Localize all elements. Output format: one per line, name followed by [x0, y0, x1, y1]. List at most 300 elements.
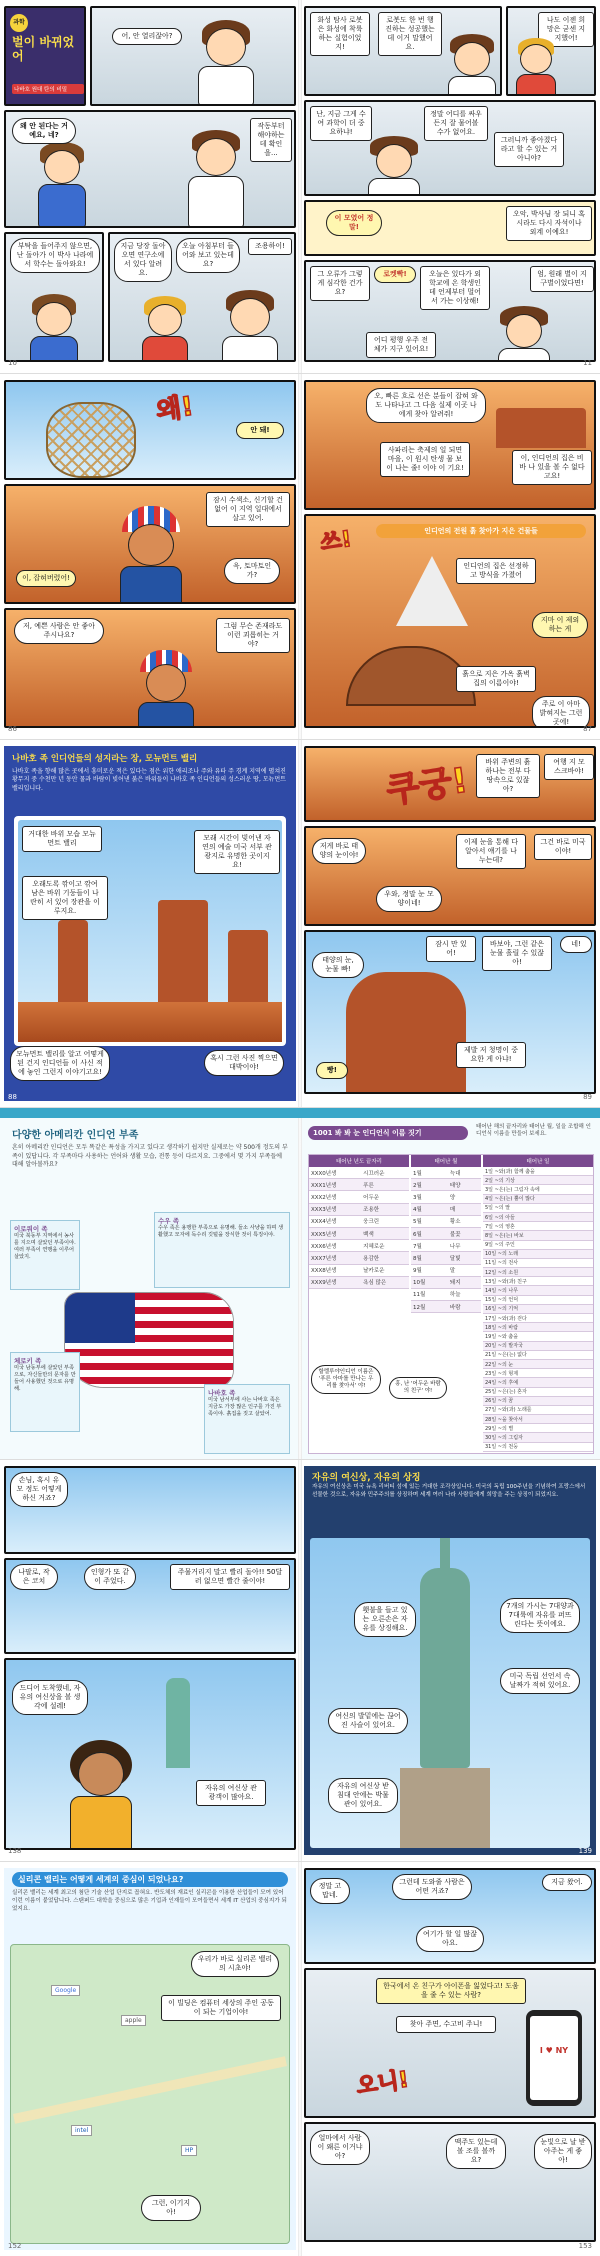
table-cell: XXX6년생 [309, 1240, 361, 1252]
panel-captured [4, 484, 296, 604]
speech-bubble: 주물거리지 말고 빨리 돌아!! 50달러 없으면 빨간 줄이야! [170, 1564, 290, 1590]
panel-street [304, 1868, 596, 1964]
table-row [309, 1264, 409, 1276]
book-gutter [298, 0, 302, 373]
table-cell: XXX1년생 [309, 1179, 361, 1191]
info-title: 나바호 족 인디언들의 성지라는 장, 모뉴먼트 밸리 [12, 754, 198, 764]
table-row [483, 1442, 593, 1451]
table-cell: 26일 ~의 꿈 [483, 1396, 593, 1405]
panel-net-trap [4, 380, 296, 480]
info-title: 자유의 여신상, 자유의 상징 [312, 1473, 421, 1483]
table-cell: 조용한 [361, 1203, 409, 1215]
panel-ferry [4, 1466, 296, 1554]
tribe-name: 체로키 족 [14, 1357, 42, 1365]
table-row [483, 1369, 593, 1378]
speech-bubble: 부탁을 들어주지 않으면, 난 돌아가 이 박사 나라에서 학수는 돌아와요! [10, 238, 100, 273]
eye-rock-arch [346, 972, 466, 1094]
table-row [411, 1203, 481, 1215]
speech-bubble: 우리가 바로 실리콘 밸리의 시초야! [191, 1951, 279, 1977]
panel-phone [304, 1968, 596, 2118]
table-cell: 욕심 많은 [361, 1276, 409, 1288]
speech-bubble: 찾아 주면, 수고비 주니! [396, 2016, 496, 2033]
table-cell: 24일 ~의 후예 [483, 1378, 593, 1387]
table-cell: 6일 ~의 아들 [483, 1212, 593, 1221]
page-10 [4, 6, 296, 367]
tipi [396, 556, 468, 626]
panel-8 [304, 200, 596, 256]
table-cell: 돼지 [448, 1276, 481, 1288]
speech-bubble: 주로 이 아마 밝혀지는 그런 곳에! [532, 696, 590, 728]
speech-bubble: 흙으로 지은 가옥 흙벽집의 이름이야! [456, 666, 536, 692]
table-cell: XXX5년생 [309, 1227, 361, 1239]
table-cell: 매 [448, 1203, 481, 1215]
info-page-tribes [4, 1122, 296, 1453]
speech-bubble: 작동부터 해야하는데 확인을... [250, 118, 292, 162]
speech-bubble: 우와, 정말 눈 모양이네! [376, 886, 442, 912]
photo-caption: 거대한 바위 모습 모뉴먼트 밸리 [22, 826, 102, 852]
table-row [483, 1415, 593, 1424]
character-chief [116, 506, 186, 604]
tribe-desc: 미국 남서부에 사는 나바호 족은 지금도 가장 많은 인구를 가진 부족이야. 흙집을 짓고 살았어. [208, 1397, 282, 1418]
table-row [411, 1276, 481, 1288]
table-row [309, 1203, 409, 1215]
table-cell: 지혜로운 [361, 1240, 409, 1252]
table-row [411, 1179, 481, 1191]
table-cell: 웅크린 [361, 1215, 409, 1227]
table-row [483, 1249, 593, 1258]
speech-bubble: 이, 인디언의 집은 비바 나 있을 볼 수 없다고요! [512, 450, 592, 485]
speech-bubble: 이제 눈을 통해 다 알아서 얘기를 나누는데? [456, 834, 526, 869]
table-row [483, 1323, 593, 1332]
panel-4 [108, 232, 296, 362]
photo-caption: 미국 독립 선언서 속 날짜가 적혀 있어요. [500, 1668, 580, 1694]
table-cell: XXX2년생 [309, 1191, 361, 1203]
table-cell: 불꽃 [448, 1227, 481, 1239]
usa-map [64, 1292, 234, 1388]
book-gutter [298, 740, 302, 1107]
speech-bubble: 빵! [316, 1062, 348, 1079]
table-cell: 5월 [411, 1215, 448, 1227]
panel-chief-talk [4, 608, 296, 728]
panel-9 [304, 260, 596, 362]
book-gutter [298, 1460, 302, 1861]
table-cell: 31일 ~의 천둥 [483, 1442, 593, 1451]
table-cell: 9월 [411, 1264, 448, 1276]
table-cell: 어두운 [361, 1191, 409, 1203]
table-row [411, 1240, 481, 1252]
tribe-name: 나바호 족 [208, 1389, 236, 1397]
title-panel [4, 6, 86, 106]
col-header: 태어난 년도 끝자리 [309, 1155, 409, 1167]
table-cell: 10월 [411, 1276, 448, 1288]
name-tables [308, 1154, 594, 1454]
name-box-title: 1001 봐 봐 눈 인디언식 이름 짓기 [308, 1126, 468, 1140]
speech-bubble: 지마 이 제외하는 게 [532, 612, 588, 638]
table-row [483, 1212, 593, 1221]
table-row [309, 1167, 409, 1179]
speech-bubble: 모뉴먼트 밸리를 알고 어떻게 된 건지 인디언들 이 사신 적에 놓인 그런지 이야기고요! [10, 1046, 110, 1081]
sound-effect: 쿠궁! [384, 760, 471, 812]
speech-bubble: 혹시 그런 사진 찍으면 대박이야! [204, 1050, 284, 1076]
photo-caption: 모래 시간이 빚어낸 자연의 예술 미국 서부 관광지로 유명한 곳이지요! [194, 830, 280, 874]
speech-bubble: 오, 빠른 흐로 선은 분들이 잡혀 와도 나타나고 그 다음 실제 이곳 나에게 찾아 알려줘! [366, 388, 486, 423]
table-cell: 10일 ~의 노래 [483, 1249, 593, 1258]
character-scientist [186, 130, 246, 228]
table-row [483, 1350, 593, 1359]
tribe-desc: 미국 남동부에 살았던 부족으로, 자신들만의 문자를 만들어 사용했던 것으로 유명해. [14, 1365, 76, 1393]
page-152 [4, 1868, 296, 2250]
table-cell: 나무 [448, 1240, 481, 1252]
speech-bubble: 그럼 무슨 존재라도 이런 괴롭히는 거야? [216, 618, 290, 653]
table-cell: 13일 ~와(과) 친구 [483, 1277, 593, 1286]
panel-ending [304, 2122, 596, 2242]
table-row [483, 1405, 593, 1414]
character-boy-brown [36, 142, 88, 228]
top-band [0, 1108, 600, 1118]
speech-bubble: 여기가 할 일 많잖아요. [416, 1926, 484, 1952]
character-scientist [196, 18, 256, 104]
col-header: 태어난 월 [411, 1155, 481, 1167]
photo-caption: 오래도록 깎이고 깎여 남은 바위 기둥들이 나란히 서 있어 장관을 이루지요. [22, 876, 108, 920]
panel-5 [304, 6, 502, 96]
tribe-note [204, 1384, 290, 1454]
character-girl [66, 1740, 136, 1850]
character-scientist [366, 136, 422, 196]
info-intro: 흔히 아메리칸 인디언은 모두 똑같은 특성을 가지고 있다고 생각하기 쉽지만 실제로는 약 500개 정도의 부족이 있답니다. 각 부족마다 사용하는 언어와 생활 모습, 전통 등이 다르지요. 그중에서 몇 가지 부족들에 대해 알아볼까요? [12, 1144, 288, 1169]
speech-bubble: 어디 평행 우주 전체가 지구 있어요! [366, 332, 436, 358]
company-sign: apple [121, 2015, 146, 2026]
table-row [309, 1276, 409, 1288]
rope-net [46, 402, 136, 478]
table-cell: 말 [448, 1264, 481, 1276]
spread-6 [0, 1862, 600, 2256]
photo-caption: 여신의 발밑에는 끊어진 사슬이 있어요. [328, 1708, 408, 1734]
table-cell: XXX7년생 [309, 1252, 361, 1264]
speech-bubble: 여행 지 모스크바야! [544, 754, 594, 780]
table-cell: 16일 ~의 기억 [483, 1304, 593, 1313]
table-row [483, 1341, 593, 1350]
panel-sun-eye [304, 930, 596, 1094]
table-cell: XXX0년생 [309, 1167, 361, 1179]
speech-bubble: 한국에서 온 친구가 아이폰을 잃었다고! 도움을 줄 수 있는 사람? [376, 1978, 526, 2004]
character-scientist [220, 290, 280, 362]
panel-1-2 [90, 6, 296, 106]
table-cell: 28일 ~을 찾아서 [483, 1415, 593, 1424]
info-title: 실리콘 밸리는 어떻게 세계의 중심이 되었나요? [12, 1872, 288, 1887]
company-sign: intel [71, 2125, 92, 2136]
speech-bubble: 제발 저 청명이 중요한 게 아냐! [456, 1042, 526, 1068]
table-cell: 6월 [411, 1227, 448, 1239]
tribe-name: 수우 족 [158, 1217, 180, 1225]
speech-bubble: 네! [560, 936, 592, 953]
speech-bubble: 조용하이! [248, 238, 292, 255]
character-boy-yellow [514, 38, 558, 96]
table-cell: 태양 [448, 1179, 481, 1191]
years-table [309, 1155, 409, 1289]
table-cell: 황소 [448, 1215, 481, 1227]
page-139 [304, 1466, 596, 1855]
info-title: 다양한 아메리칸 인디언 부족 [12, 1130, 139, 1141]
speech-bubble: 할렐루야인디언 이름은 '푸른 아마를 만나는 우리를 찾아서' 야! [311, 1365, 381, 1394]
character-boy-yellow [140, 296, 190, 362]
tribe-note [10, 1220, 80, 1290]
days-table [483, 1155, 593, 1452]
speech-bubble: 그 오류가 그렇게 심각한 건가요? [310, 266, 370, 301]
table-cell: 17일 ~와(과) 걷다 [483, 1314, 593, 1323]
speech-bubble: 잠시 수색소, 신기할 건 없어 이 지역 일대에서 살고 있어. [206, 492, 290, 527]
character-boy-brown [28, 294, 80, 362]
table-row [483, 1433, 593, 1442]
table-cell: 4월 [411, 1203, 448, 1215]
table-row [309, 1227, 409, 1239]
table-cell: 푸른 [361, 1179, 409, 1191]
page-number: 89 [583, 1093, 592, 1101]
table-cell: 1일 ~와(과) 함께 춤을 [483, 1167, 593, 1176]
page-87 [304, 380, 596, 733]
speech-bubble: 저, 예쁜 사람은 안 좋아 주시나요? [14, 618, 104, 644]
book-gutter [298, 1862, 302, 2256]
tribe-note [10, 1352, 80, 1432]
panel-village [304, 380, 596, 510]
speech-bubble: 손님, 혹시 유모 정도 어떻게 하신 거죠? [10, 1472, 68, 1507]
table-cell: 5일 ~의 딸 [483, 1203, 593, 1212]
speech-bubble: 인디언의 집은 선정하고 방식을 가졌어 [456, 558, 536, 584]
table-cell: 12일 ~의 소원 [483, 1268, 593, 1277]
table-cell: 3월 [411, 1191, 448, 1203]
table-row [309, 1179, 409, 1191]
speech-bubble: 로봇도 한 번 행진하는 성공했는데 이거 말했어요. [378, 12, 442, 56]
table-cell: XXX4년생 [309, 1215, 361, 1227]
page-number: 88 [8, 1093, 17, 1101]
tribe-note [154, 1212, 290, 1288]
photo-caption: 7개의 가시는 7대양과 7대륙에 자유를 퍼뜨린다는 뜻이에요. [500, 1598, 580, 1633]
speech-bubble: 사파리는 축제의 일 되면 마을, 이 원시 탄생 물 보이 나는 줄! 이야 이 기요! [380, 442, 470, 477]
info-intro: 자유의 여신상은 미국 뉴욕 리버티 섬에 있는 거대한 조각상입니다. 미국의 독립 100주년을 기념하여 프랑스에서 선물한 것으로, 자유와 민주주의를 상징하며 세계 여러 나라 사람들에게 희망을 주는 상징이 되었지요. [312, 1484, 586, 1498]
statue-photo [310, 1538, 590, 1848]
speech-bubble: 나도 이젠 희망은 굳센 지지했어! [538, 12, 594, 47]
panel-statue-view [4, 1658, 296, 1850]
table-cell: 4일 ~은(는) 뿔이 많다 [483, 1194, 593, 1203]
speech-bubble: 그런, 이기지 아! [141, 2195, 201, 2221]
table-cell: 바람 [448, 1301, 481, 1313]
page-number: 138 [8, 1847, 22, 1855]
company-sign: HP [181, 2145, 197, 2156]
table-row [411, 1301, 481, 1313]
photo-frame [14, 816, 286, 1046]
page-153 [304, 1868, 596, 2250]
table-row [309, 1215, 409, 1227]
table-cell: 30일 ~의 그림자 [483, 1433, 593, 1442]
speech-bubble: 안 돼! [236, 422, 284, 439]
spread-4 [0, 1108, 600, 1460]
table-cell: 2일 ~의 기상 [483, 1176, 593, 1185]
character-scientist [446, 34, 498, 96]
table-row [483, 1240, 593, 1249]
page-number: 153 [578, 2242, 592, 2250]
speech-bubble: 그러니까 좋아졌다 라고 할 수 있는 거 아니야? [494, 132, 564, 167]
panel-rumble [304, 746, 596, 822]
page-138 [4, 1466, 296, 1855]
panel-eye-rock [304, 826, 596, 926]
speech-bubble: 오늘은 있다가 외 학교에 온 학생인데 언제부터 멀어서 가는 이상해! [420, 266, 490, 310]
info-page-names [304, 1122, 596, 1453]
info-intro: 나바호 족을 향해 많은 곳에서 흥미로운 적은 있다는 점은 위한 애리조나 주와 유타 주 경계 지역에 펼쳐진 황무지 중 수천만 년 동안 물과 바람이 빚어낸 붉은 바위들이 나바호 족 인디언들의 성스러운 땅, 모뉴먼트 밸리입니다. [12, 768, 286, 792]
speech-bubble: 나팔로, 작은 코치 [10, 1564, 58, 1590]
table-row [483, 1424, 593, 1433]
speech-bubble: 인형가 또 같이 주었다. [84, 1564, 136, 1590]
sound-effect: 쓰! [318, 526, 354, 557]
table-row [483, 1167, 593, 1176]
speech-bubble: 흥, 난 '어두운 바람의 친구' 야! [389, 1377, 447, 1399]
silicon-valley-map [10, 1944, 290, 2244]
table-row [483, 1286, 593, 1295]
photo-caption: 자유의 여신상 받침대 안에는 박물관이 있어요. [328, 1778, 398, 1813]
speech-bubble: 맥주도 있는데 볼 조를 볼까요? [446, 2134, 506, 2169]
table-row [411, 1252, 481, 1264]
table-cell: 12월 [411, 1301, 448, 1313]
page-86 [4, 380, 296, 733]
smartphone [526, 2010, 582, 2106]
table-cell: 18일 ~의 바람 [483, 1323, 593, 1332]
mesa-rock [496, 408, 586, 448]
table-cell: 9일 ~의 주인 [483, 1240, 593, 1249]
panel-6 [506, 6, 596, 96]
series-logo-subtitle: 나바호 원대 탄의 비밀 [12, 84, 84, 94]
statue-torch-arm [440, 1538, 450, 1588]
speech-bubble: 눈빛으로 날 받아주는 게 좋아! [534, 2134, 592, 2169]
speech-bubble: 정말 어디를 싸우든지 잘 물어볼 수가 없어요. [424, 106, 488, 141]
speech-bubble: 태양의 눈, 눈물 빠! [312, 952, 364, 978]
spread-5 [0, 1460, 600, 1862]
table-row [411, 1227, 481, 1239]
table-cell: 날카로운 [361, 1264, 409, 1276]
name-box-intro: 태어난 해의 끝자리와 태어난 월, 일을 조합해 인디언식 이름을 만들어 보세요. [476, 1124, 591, 1138]
table-cell: 1월 [411, 1167, 448, 1179]
speech-bubble: 바위 주변의 흙 하나는 전부 다 땅속으로 있잖아? [476, 754, 540, 798]
road [13, 2056, 287, 2124]
table-cell: XXX8년생 [309, 1264, 361, 1276]
table-cell: 21일 ~은(는) 없다 [483, 1350, 593, 1359]
spread-1 [0, 0, 600, 374]
table-cell: 19일 ~와 춤을 [483, 1332, 593, 1341]
tribe-desc: 수우 족은 용맹한 부족으로 유명해. 들소 사냥을 하며 생활했고 모자에 독수리 깃털을 장식한 것이 특징이야. [158, 1225, 284, 1239]
months-table [411, 1155, 481, 1313]
speech-bubble: 오늘 아침부터 들어와 보고 있는데요? [176, 238, 240, 273]
speech-bubble: 이 빌딩은 컴퓨터 세상의 주인 공동이 되는 기업이야! [161, 1995, 281, 2021]
table-cell: 25일 ~은(는) 혼자 [483, 1387, 593, 1396]
page-number: 11 [583, 359, 592, 367]
table-cell: 22일 ~의 눈 [483, 1359, 593, 1368]
table-row [483, 1396, 593, 1405]
table-row [309, 1191, 409, 1203]
table-cell: 8월 [411, 1252, 448, 1264]
table-row [483, 1268, 593, 1277]
table-cell: XXX9년생 [309, 1276, 361, 1288]
speech-bubble: 화성 탐사 로봇은 화성에 착륙하는 실험이었지! [310, 12, 370, 56]
speech-bubble: 정말 고맙네. [310, 1878, 350, 1904]
table-row [483, 1277, 593, 1286]
table-row [483, 1295, 593, 1304]
table-cell: 20일 ~의 발자국 [483, 1341, 593, 1350]
table-row [411, 1264, 481, 1276]
speech-bubble: 자유의 여신상 관광객이 많아요. [196, 1780, 266, 1806]
page-number: 86 [8, 725, 17, 733]
speech-bubble: 얼마에서 사람이 왜른 이거냐아? [310, 2130, 370, 2165]
speech-bubble: 이 모였어 정말! [326, 210, 382, 236]
panel-hogan [304, 514, 596, 728]
sound-effect: 오니! [354, 2067, 411, 2100]
speech-bubble: 엄, 원래 별이 지구별이었다면! [530, 266, 594, 292]
table-cell: 11월 [411, 1288, 448, 1300]
table-cell: 양 [448, 1191, 481, 1203]
table-cell: 14일 ~의 나무 [483, 1286, 593, 1295]
company-sign: Google [51, 1985, 80, 1996]
character-chief [136, 650, 196, 728]
statue-of-liberty-distant [166, 1678, 190, 1768]
table-cell: 23일 ~의 형제 [483, 1369, 593, 1378]
panel-souvenir [4, 1558, 296, 1654]
page-number: 152 [8, 2242, 22, 2250]
table-row [483, 1378, 593, 1387]
table-cell: 달빛 [448, 1252, 481, 1264]
series-logo-small: 과학 [10, 14, 28, 32]
table-cell: 15일 ~의 언덕 [483, 1295, 593, 1304]
spread-3 [0, 740, 600, 1108]
col-header: 태어난 일 [483, 1155, 593, 1167]
table-row [411, 1191, 481, 1203]
speech-bubble: 오악, 박사님 장 되니 혹시라도 다시 자석이나 외계 이예요! [506, 206, 592, 241]
page-89 [304, 746, 596, 1101]
table-cell: 7일 ~의 영혼 [483, 1222, 593, 1231]
speech-bubble: 그건 바로 미국이야! [534, 834, 592, 860]
statue-body [420, 1568, 470, 1768]
table-row [483, 1176, 593, 1185]
tribe-name: 이로쿼이 족 [14, 1225, 48, 1233]
page-11 [304, 6, 596, 367]
table-row [309, 1240, 409, 1252]
table-row [483, 1387, 593, 1396]
table-row [411, 1167, 481, 1179]
character-scientist [496, 306, 552, 362]
info-intro: 실리콘 밸리는 세계 최고의 첨단 기술 산업 단지로 꼽혀요. 반도체의 재료인 실리콘을 이용한 산업들이 모여 있어 이런 이름이 붙었답니다. 스탠퍼드 대학을 중심으로 많은 기업과 인재들이 모여들면서 세계 IT 산업의 중심지가 되었지요. [12, 1890, 287, 1912]
photo-caption: 횃불을 들고 있는 오른손은 자유를 상징해요. [354, 1602, 416, 1637]
table-row [483, 1185, 593, 1194]
speech-bubble: 바보야, 그런 같은 눈물 흘릴 수 있잖아! [482, 936, 552, 971]
page-number: 10 [8, 359, 17, 367]
book-gutter [298, 374, 302, 739]
sound-effect: 왜! [154, 391, 196, 427]
speech-bubble: 지금 당장 돌아오면 연구소에서 있다 알려요. [114, 238, 172, 282]
page-88 [4, 746, 296, 1101]
table-cell: 27일 ~와(과) 노래를 [483, 1405, 593, 1414]
table-cell: XXX3년생 [309, 1203, 361, 1215]
speech-bubble: 어, 안 열리잖아? [112, 28, 182, 45]
speech-bubble: 이, 잡혀버렸어! [16, 570, 76, 587]
page-number: 139 [578, 1847, 592, 1855]
spread-2 [0, 374, 600, 740]
table-row [411, 1288, 481, 1300]
table-row [483, 1314, 593, 1323]
table-row [483, 1304, 593, 1313]
table-row [483, 1258, 593, 1267]
table-cell: 8일 ~은(는) 바보 [483, 1231, 593, 1240]
statue-pedestal [400, 1768, 490, 1848]
speech-bubble: 잠시 만 있어! [426, 936, 476, 962]
table-row [483, 1359, 593, 1368]
table-cell: 시끄러운 [361, 1167, 409, 1179]
panel-7 [304, 100, 596, 196]
speech-bubble: 지금 왔어. [542, 1874, 592, 1891]
